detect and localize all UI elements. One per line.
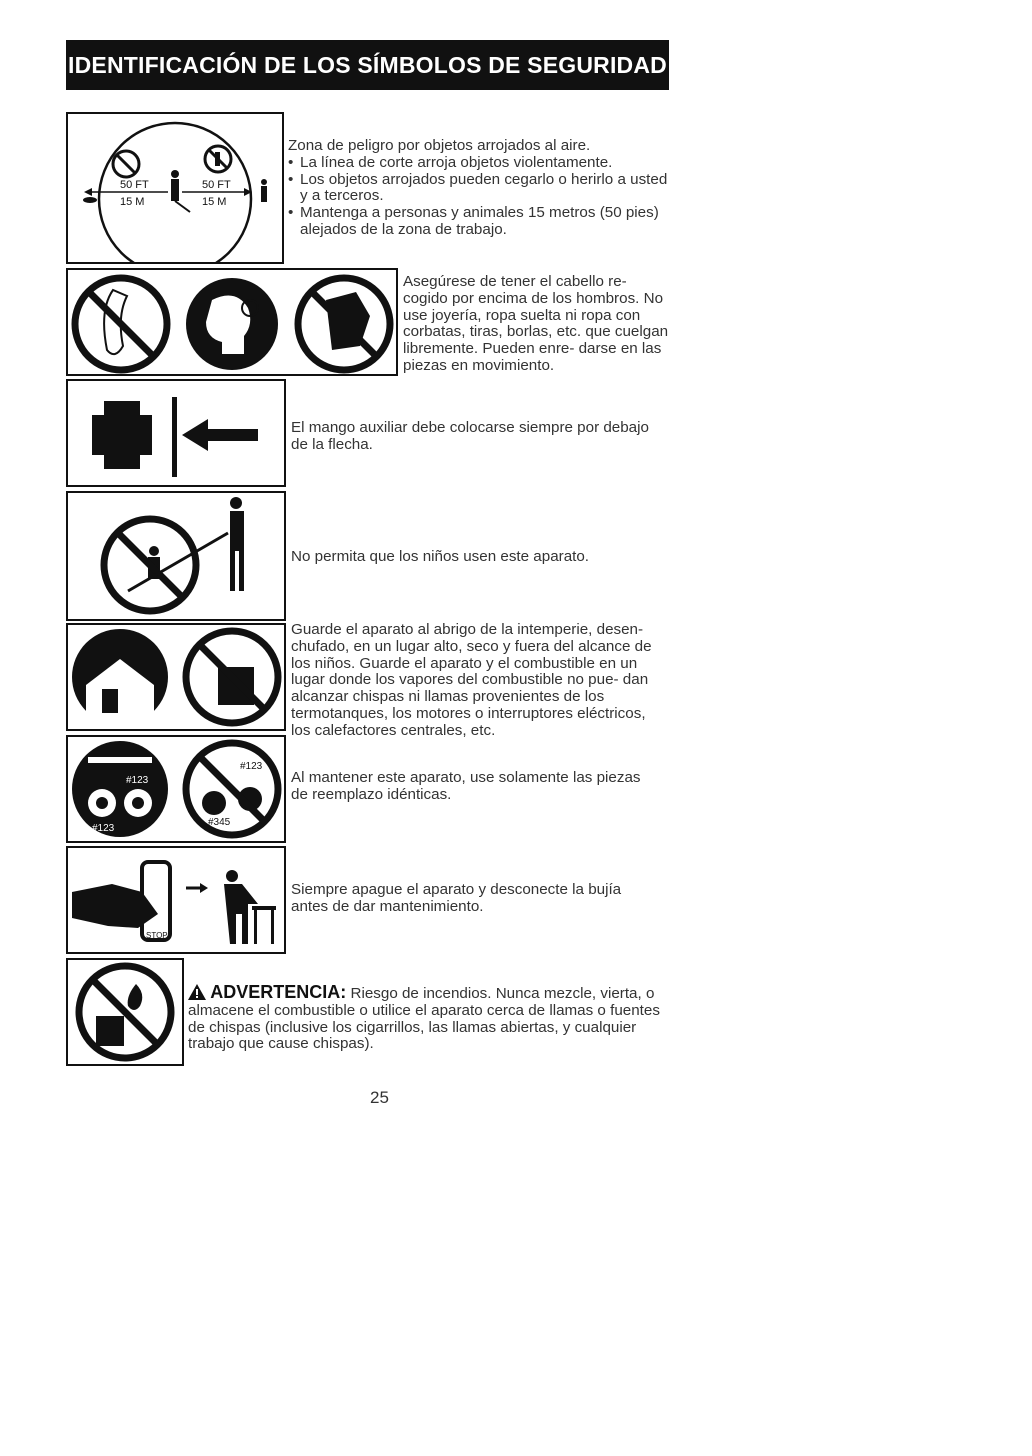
hair-clothing-text: Asegúrese de tener el cabello re- cogido por encima de los hombros. No use joyería, ropa suelta ni ropa con corbatas, tiras, borlas, etc. que cuelgan libremente. Pueden enre- darse en las piezas en movimiento.: [403, 273, 669, 374]
arrow-right-icon: [186, 883, 208, 893]
rain-shelter-icon: [72, 629, 168, 725]
thrown-objects-list: [288, 155, 668, 239]
fire-warning-body: Riesgo de incendios. Nunca mezcle, vierta, o almacene el combustible o utilice el aparato cerca de llamas o fuentes de chispas (inclusive los cigarrillos, las llamas abiertas, y cualquier trabajo que cause chispas).: [188, 985, 660, 1053]
page-title: IDENTIFICACIÓN DE LOS SÍMBOLOS DE SEGURIDAD: [66, 40, 669, 90]
maintenance-person-icon: [224, 870, 276, 944]
arrow-left-icon: [182, 419, 258, 451]
prohibited-rain-icon: [186, 631, 278, 723]
prohibited-loose-hair-icon: [75, 278, 167, 370]
replacement-parts-symbol: [66, 735, 286, 843]
storage-text: Guarde el aparato al abrigo de la intemperie, desen- chufado, en un lugar alto, seco y fuera del alcance de los niños. Guarde el aparato y el combustible en un lugar donde los vapores del combustible no pue- dan alcanzar chispas ni llamas provenientes de los termotanques, los motores o interruptores eléctricos, los calefactores centrales, etc.: [291, 621, 652, 739]
handle-block-icon: [92, 401, 152, 469]
part-label-c: #123: [240, 761, 263, 772]
thrown-objects-text: [288, 138, 668, 239]
list-item: • Los objetos arrojados pueden cegarlo o herirlo a usted y a terceros.: [288, 172, 668, 206]
stop-maintenance-text: Siempre apague el aparato y desconecte la bujía antes de dar mantenimiento.: [291, 881, 622, 915]
prohibited-fire-fuel-icon: [79, 966, 171, 1058]
adult-operator-icon: [128, 497, 244, 591]
bystander-icon: [261, 179, 267, 202]
stop-maintenance-symbol: [66, 846, 286, 954]
hair-clothing-symbol: [66, 268, 398, 376]
fire-hazard-symbol: [66, 958, 184, 1066]
thrown-objects-symbol: [66, 112, 284, 264]
warning-title: ADVERTENCIA:: [210, 982, 347, 1002]
distance-label-right-m: 15 M: [202, 196, 227, 208]
warning-icon: [188, 985, 206, 1002]
page-number: 25: [370, 1088, 389, 1107]
prohibited-person-icon: [205, 146, 231, 172]
replacement-parts-text: Al mantener este aparato, use solamente las piezas de reemplazo idénticas.: [291, 769, 641, 803]
children-text: No permita que los niños usen este aparato.: [291, 548, 590, 565]
fire-warning-text: [188, 984, 668, 1053]
prohibited-loose-clothing-icon: [298, 278, 390, 370]
part-label-a: #123: [126, 775, 149, 786]
children-prohibited-symbol: [66, 491, 286, 621]
part-label-b: #123: [92, 823, 115, 834]
thrown-objects-lead: Zona de peligro por objetos arrojados al aire.: [288, 137, 591, 154]
prohibited-child-icon: [104, 519, 196, 611]
reference-line-icon: [172, 397, 177, 477]
distance-label-right-ft: 50 FT: [202, 179, 231, 191]
dog-icon: [83, 197, 97, 203]
distance-label-left-m: 15 M: [120, 196, 145, 208]
prohibited-different-parts-icon: [186, 743, 278, 835]
storage-symbol: [66, 623, 286, 731]
tied-hair-icon: [186, 278, 278, 370]
list-item: • La línea de corte arroja objetos violentamente.: [288, 155, 668, 172]
hand-pressing-stop-icon: [72, 862, 170, 940]
identical-parts-icon: [72, 741, 168, 837]
operator-icon: [171, 170, 190, 212]
handle-position-symbol: [66, 379, 286, 487]
handle-text: El mango auxiliar debe colocarse siempre por debajo de la flecha.: [291, 419, 649, 453]
list-item: • Mantenga a personas y animales 15 metros (50 pies) alejados de la zona de trabajo.: [288, 205, 668, 239]
stop-label: STOP: [146, 931, 168, 940]
prohibited-animal-icon: [113, 151, 139, 177]
part-label-d: #345: [208, 817, 231, 828]
distance-label-left-ft: 50 FT: [120, 179, 149, 191]
